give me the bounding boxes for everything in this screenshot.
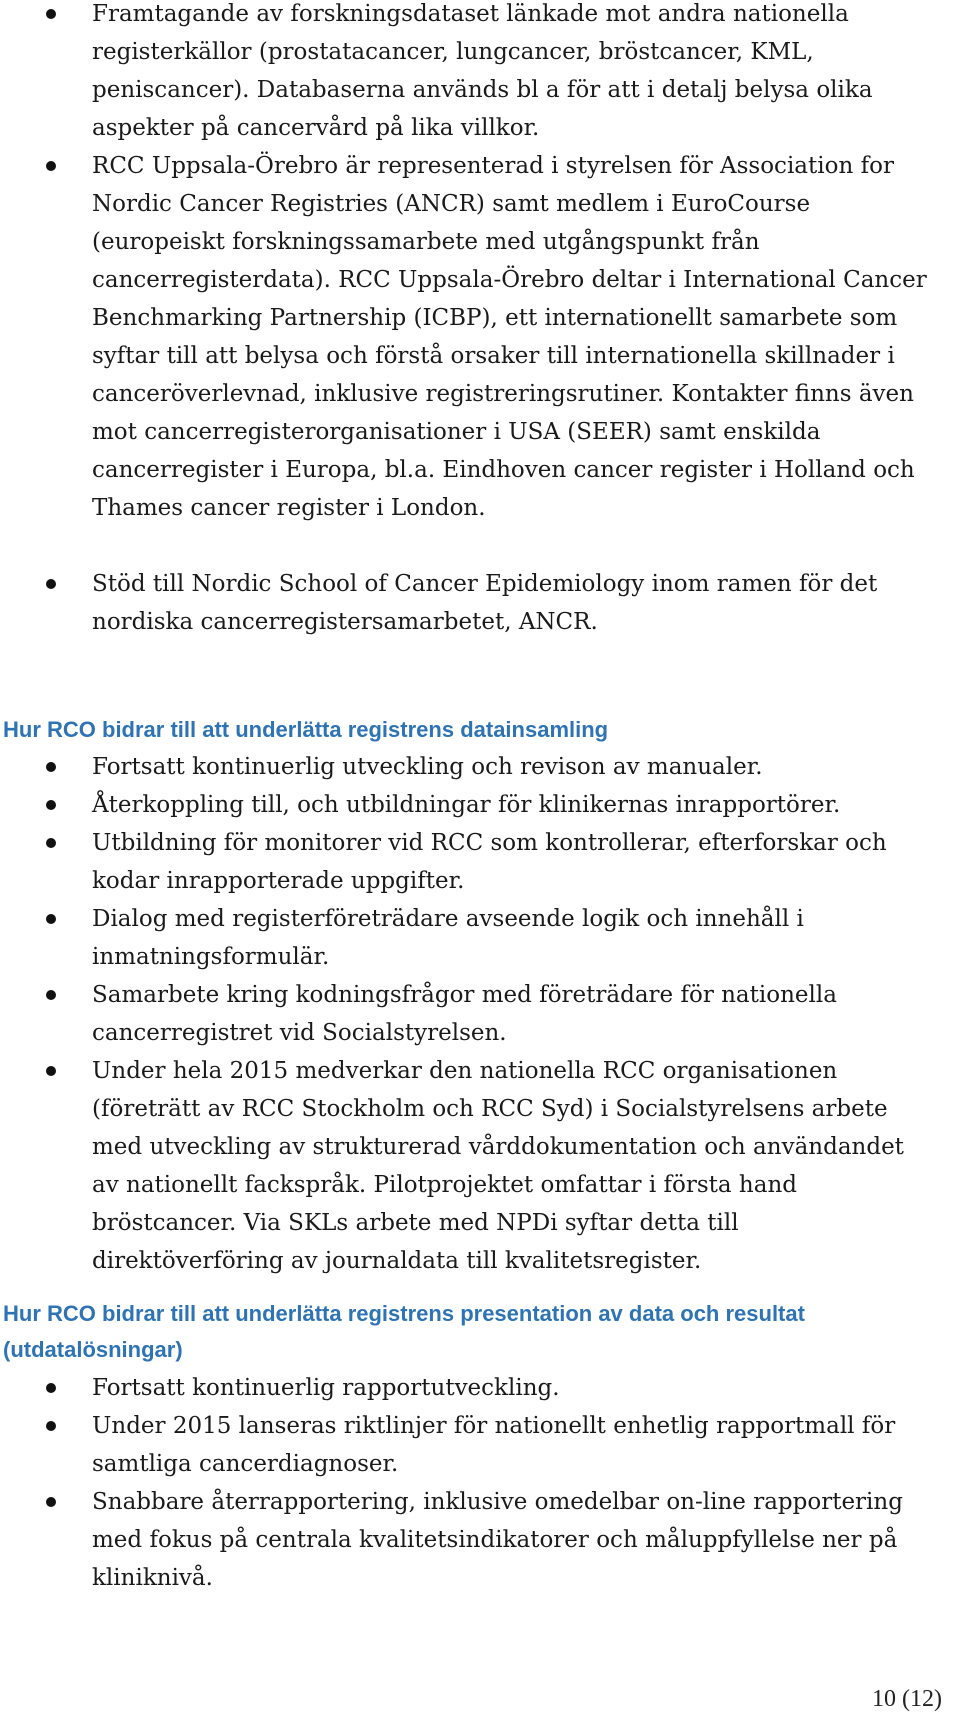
bullet-icon bbox=[46, 1421, 56, 1431]
list-item bbox=[0, 1369, 960, 1407]
bullet-icon bbox=[46, 838, 56, 848]
datainsamling-bullet-list bbox=[0, 748, 960, 1280]
bullet-icon bbox=[46, 914, 56, 924]
list-item bbox=[0, 900, 960, 976]
list-item bbox=[0, 1052, 960, 1280]
list-item-text: RCC Uppsala-Örebro är representerad i styrelsen för Association for Nordic Cancer Registries (ANCR) samt medlem i EuroCourse (europeiskt forskningssamarbete med utgångspunkt från cancerregisterdata). RCC Uppsala-Örebro deltar i International Cancer Benchmarking Partnership (ICBP), ett internationellt samarbete som syftar till att belysa och förstå orsaker till internationella skillnader i canceröverlevnad, inklusive registreringsrutiner. Kontakter finns även mot cancerregisterorganisationer i USA (SEER) samt enskilda cancerregister i Europa, bl.a. Eindhoven cancer register i Holland och Thames cancer register i London. bbox=[92, 153, 927, 521]
bullet-icon bbox=[46, 579, 56, 589]
list-item bbox=[0, 748, 960, 786]
list-item bbox=[0, 824, 960, 900]
list-item bbox=[0, 1407, 960, 1483]
research-bullet-list bbox=[0, 0, 960, 641]
list-item-text: Fortsatt kontinuerlig rapportutveckling. bbox=[92, 1375, 560, 1401]
list-item-text: Återkoppling till, och utbildningar för klinikernas inrapportörer. bbox=[92, 792, 841, 818]
list-item bbox=[0, 976, 960, 1052]
bullet-icon bbox=[46, 161, 56, 171]
list-item-text: Stöd till Nordic School of Cancer Epidemiology inom ramen för det nordiska cancerregistersamarbetet, ANCR. bbox=[92, 571, 878, 635]
bullet-icon bbox=[46, 1383, 56, 1393]
section-heading-datainsamling: Hur RCO bidrar till att underlätta registrens datainsamling bbox=[3, 717, 609, 742]
list-item bbox=[0, 565, 960, 641]
list-item bbox=[0, 786, 960, 824]
list-item bbox=[0, 0, 960, 147]
bullet-icon bbox=[46, 990, 56, 1000]
list-item-text: Under 2015 lanseras riktlinjer för nationellt enhetlig rapportmall för samtliga cancerdiagnoser. bbox=[92, 1413, 896, 1477]
bullet-icon bbox=[46, 1066, 56, 1076]
bullet-icon bbox=[46, 9, 56, 19]
list-item-text: Samarbete kring kodningsfrågor med företrädare för nationella cancerregistret vid Socialstyrelsen. bbox=[92, 982, 837, 1046]
bullet-icon bbox=[46, 800, 56, 810]
list-item-text: Under hela 2015 medverkar den nationella RCC organisationen (företrätt av RCC Stockholm och RCC Syd) i Socialstyrelsens arbete med utveckling av strukturerad vårddokumentation och användandet av nationellt fackspråk. Pilotprojektet omfattar i första hand bröstcancer. Via SKLs arbete med NPDi syftar detta till direktöverföring av journaldata till kvalitetsregister. bbox=[92, 1058, 904, 1274]
list-item-text: Snabbare återrapportering, inklusive omedelbar on-line rapportering med fokus på centrala kvalitetsindikatorer och måluppfyllelse ner på kliniknivå. bbox=[92, 1489, 903, 1591]
section-heading-presentation: Hur RCO bidrar till att underlätta registrens presentation av data och resultat (utdatalösningar) bbox=[3, 1301, 805, 1362]
list-item-text: Utbildning för monitorer vid RCC som kontrollerar, efterforskar och kodar inrapporterade uppgifter. bbox=[92, 830, 887, 894]
page-number: 10 (12) bbox=[872, 1686, 942, 1712]
bullet-icon bbox=[46, 762, 56, 772]
list-item-text: Framtagande av forskningsdataset länkade mot andra nationella registerkällor (prostatacancer, lungcancer, bröstcancer, KML, peniscancer). Databaserna används bl a för att i detalj belysa olika aspekter på cancervård på lika villkor. bbox=[92, 1, 873, 141]
bullet-icon bbox=[46, 1497, 56, 1507]
list-item-text: Dialog med registerföreträdare avseende logik och innehåll i inmatningsformulär. bbox=[92, 906, 804, 970]
presentation-bullet-list bbox=[0, 1369, 960, 1597]
list-item bbox=[0, 147, 960, 527]
list-item-text: Fortsatt kontinuerlig utveckling och revison av manualer. bbox=[92, 754, 763, 780]
list-item bbox=[0, 1483, 960, 1597]
